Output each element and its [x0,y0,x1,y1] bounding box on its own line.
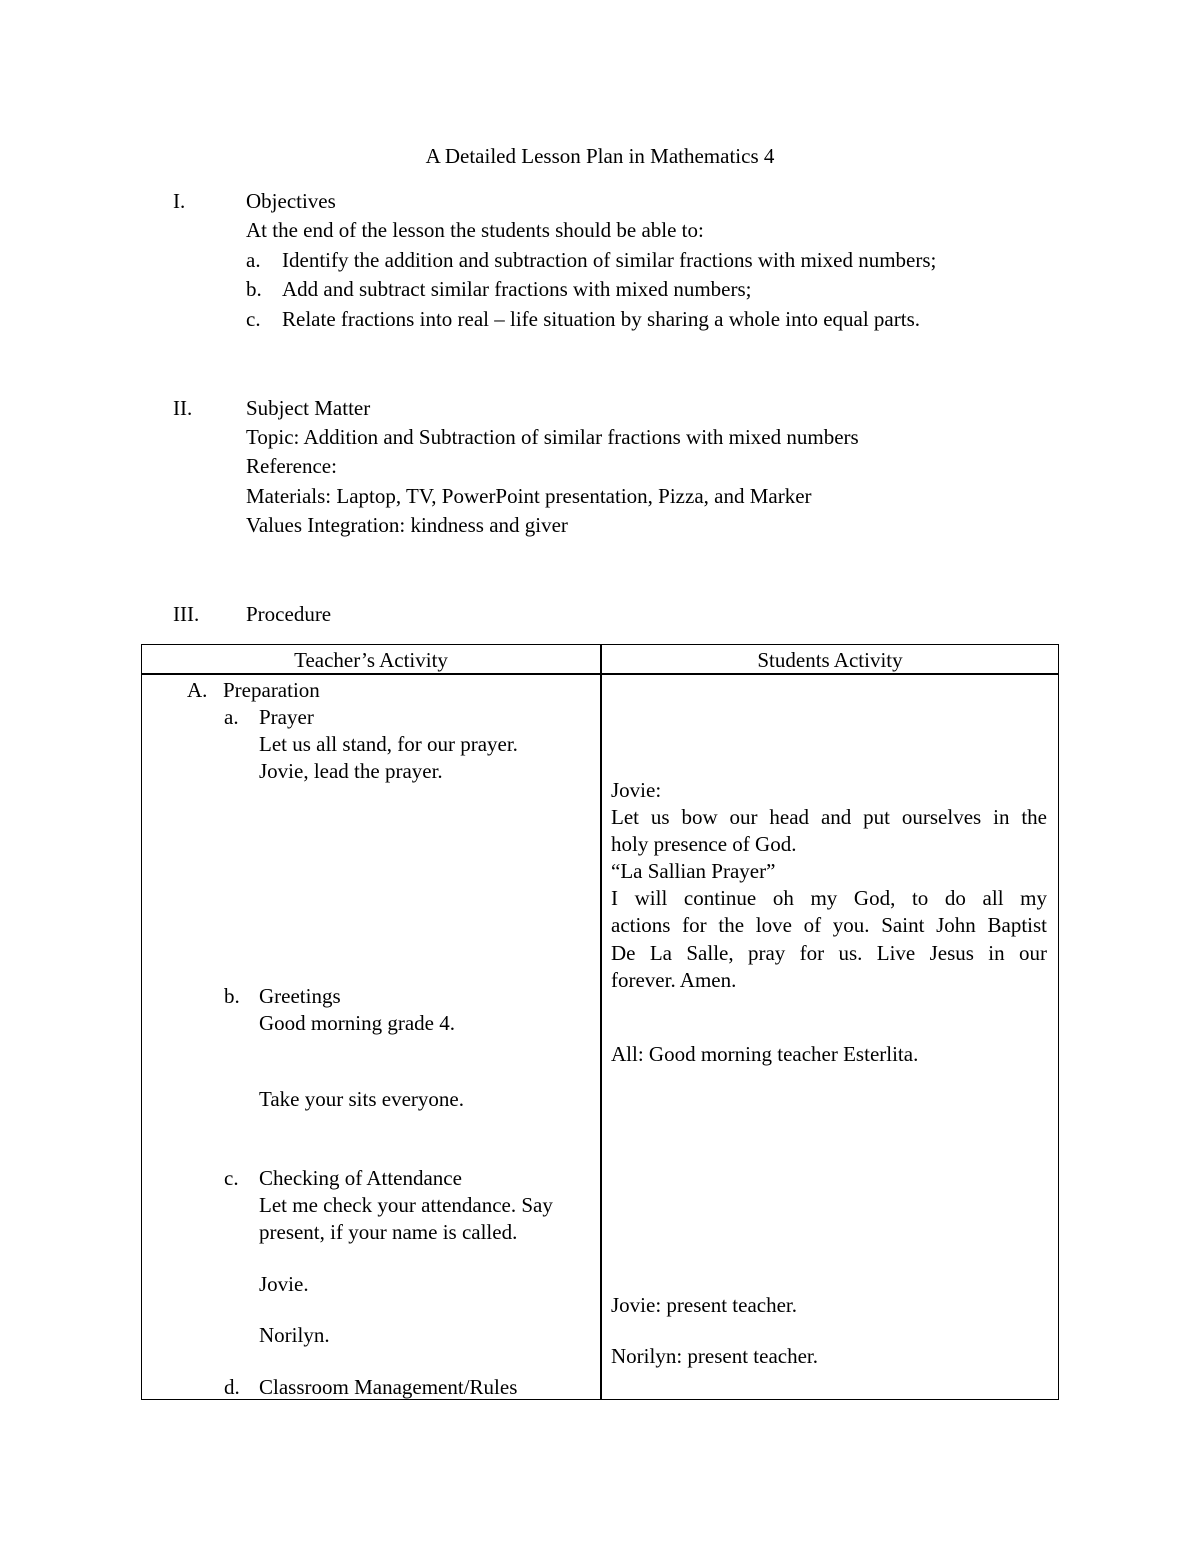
section-label-preparation: Preparation [223,678,320,702]
step-label-prayer: Prayer [259,705,314,729]
section-marker: A. [187,678,208,702]
student-prayer-response [611,777,1047,994]
student-line: “La Sallian Prayer” [611,859,776,884]
objective-marker: c. [246,307,261,331]
subject-matter-values: Values Integration: kindness and giver [246,513,568,537]
teacher-line: Jovie, lead the prayer. [259,759,443,783]
objective-item: Add and subtract similar fractions with mixed numbers; [282,277,752,301]
objective-marker: b. [246,277,262,301]
student-attendance-reply: Jovie: present teacher. [611,1293,798,1317]
step-marker: d. [224,1375,240,1399]
step-label-attendance: Checking of Attendance [259,1166,462,1190]
section-heading-subject-matter: Subject Matter [246,396,371,420]
header-divider [142,673,1058,675]
document-title: A Detailed Lesson Plan in Mathematics 4 [425,144,775,168]
section-numeral-subject-matter: II. [173,396,193,420]
teacher-line: Let me check your attendance. Say [259,1193,553,1217]
teacher-line: present, if your name is called. [259,1220,518,1244]
section-numeral-procedure: III. [173,602,200,626]
subject-matter-materials: Materials: Laptop, TV, PowerPoint presentation, Pizza, and Marker [246,484,812,508]
objective-marker: a. [246,248,261,272]
step-marker: c. [224,1166,239,1190]
teacher-line: Good morning grade 4. [259,1011,455,1035]
objective-item: Relate fractions into real – life situation by sharing a whole into equal parts. [282,307,920,331]
subject-matter-topic: Topic: Addition and Subtraction of similar fractions with mixed numbers [246,425,859,449]
student-line: actions for the love of you. Saint John Baptist [611,913,1047,938]
section-heading-objectives: Objectives [246,189,336,213]
section-heading-procedure: Procedure [246,602,332,626]
teacher-line: Take your sits everyone. [259,1087,464,1111]
student-attendance-reply: Norilyn: present teacher. [611,1344,819,1368]
student-line: De La Salle, pray for us. Live Jesus in our [611,940,1047,965]
objective-item: Identify the addition and subtraction of similar fractions with mixed numbers; [282,248,937,272]
student-line: Jovie: [611,778,662,802]
procedure-table [141,644,1059,1400]
subject-matter-reference: Reference: [246,454,337,478]
step-marker: a. [224,705,239,729]
step-label-classroom-management: Classroom Management/Rules [259,1375,518,1399]
student-greeting-reply: All: Good morning teacher Esterlita. [611,1042,919,1066]
section-numeral-objectives: I. [173,189,186,213]
column-divider [600,645,602,1399]
student-line: forever. Amen. [611,967,737,992]
header-students-activity: Students Activity [757,648,903,672]
teacher-line: Jovie. [259,1272,309,1296]
step-label-greetings: Greetings [259,984,341,1008]
teacher-line: Let us all stand, for our prayer. [259,732,518,756]
student-line: Let us bow our head and put ourselves in the [611,805,1047,830]
step-marker: b. [224,984,240,1008]
header-teacher-activity: Teacher’s Activity [294,648,448,672]
teacher-line: Norilyn. [259,1323,330,1347]
student-line: holy presence of God. [611,832,797,857]
student-line: I will continue oh my God, to do all my [611,886,1047,911]
objectives-intro: At the end of the lesson the students should be able to: [246,218,704,242]
